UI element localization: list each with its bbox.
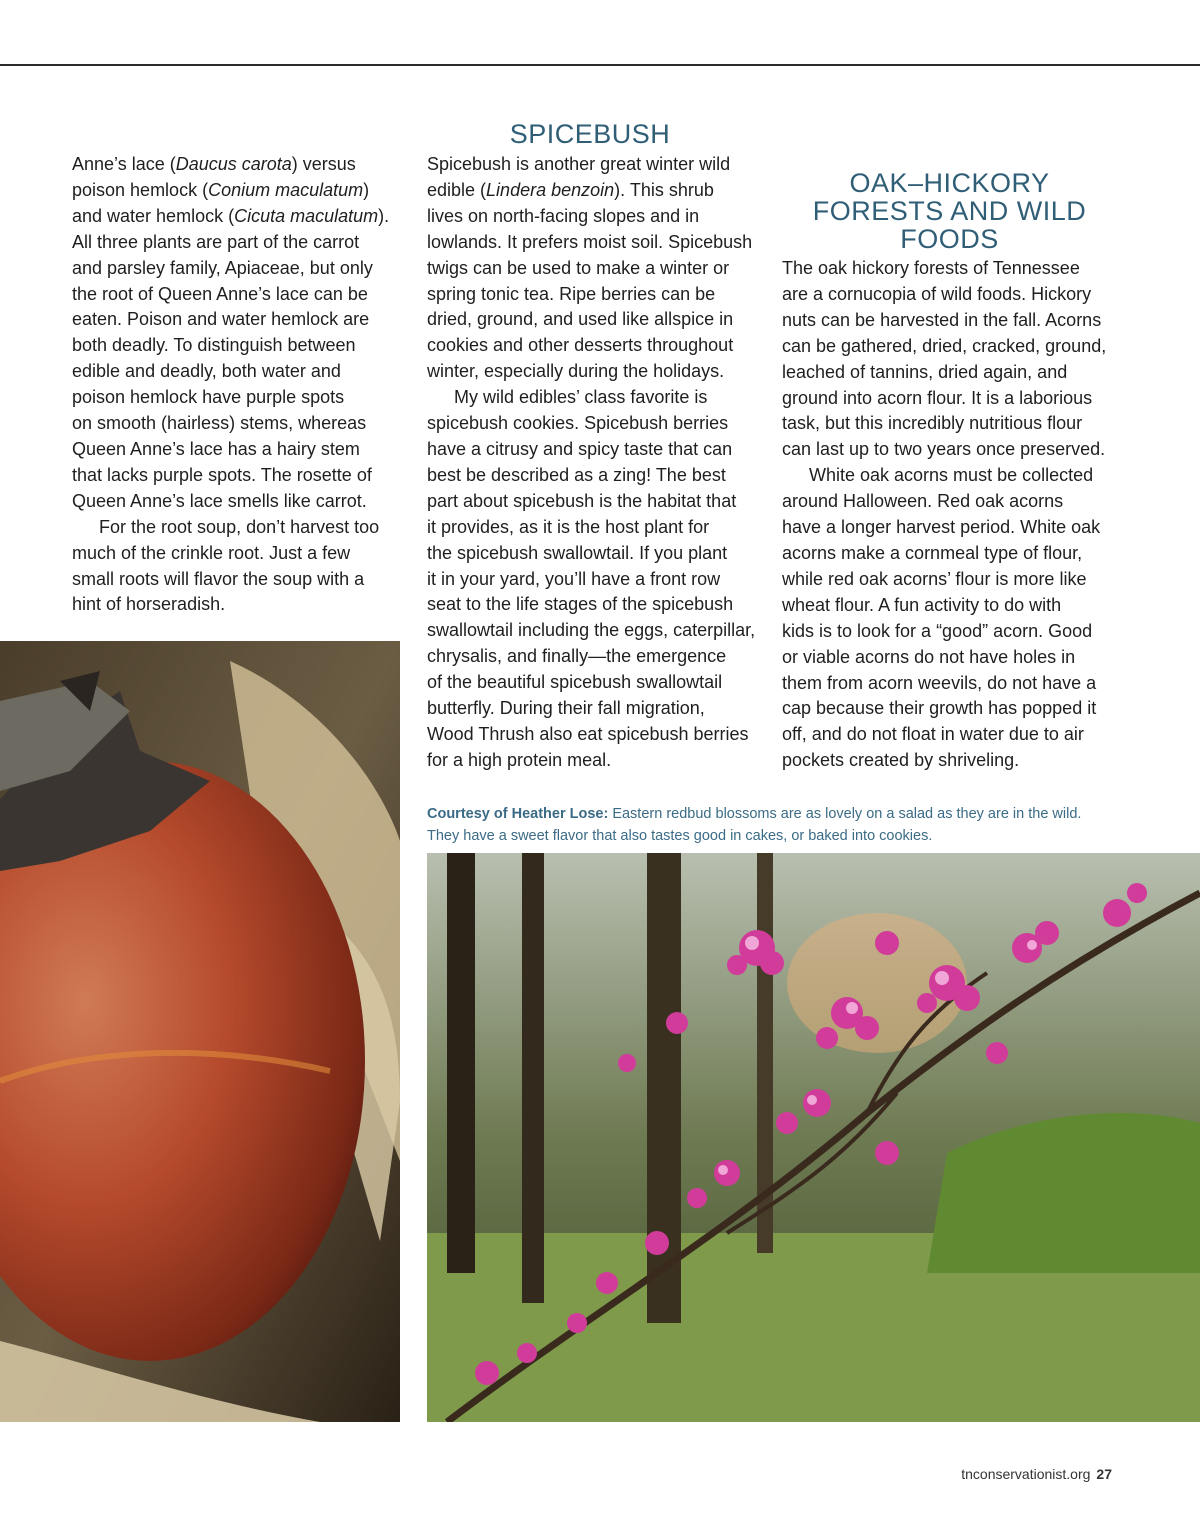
photo-caption bbox=[427, 803, 1127, 847]
text-run: on smooth (hairless) stems, whereas bbox=[72, 413, 367, 434]
text-line bbox=[782, 748, 1117, 774]
text-run: have a citrusy and spicy taste that can bbox=[427, 438, 733, 459]
text-run: edible and deadly, both water and bbox=[72, 361, 341, 382]
text-line bbox=[782, 437, 1117, 463]
text-line bbox=[72, 567, 402, 593]
text-line bbox=[782, 541, 1117, 567]
text-run: part about spicebush is the habitat that bbox=[427, 490, 737, 511]
text-line bbox=[72, 307, 402, 333]
column-oak-hickory-text bbox=[782, 256, 1117, 774]
text-run: eaten. Poison and water hemlock are bbox=[72, 309, 370, 330]
caption-text-2: They have a sweet flavor that also tastes good in cakes, or baked into cookies. bbox=[427, 828, 933, 844]
text-line bbox=[427, 152, 762, 178]
text-run: much of the crinkle root. Just a few bbox=[72, 542, 351, 563]
heading-oak-line-2: FORESTS AND WILD bbox=[812, 196, 1087, 226]
text-line bbox=[72, 437, 402, 463]
text-line bbox=[782, 489, 1117, 515]
text-line bbox=[427, 178, 762, 204]
text-line bbox=[72, 489, 402, 515]
text-run: ground into acorn flour. It is a laborious bbox=[782, 387, 1093, 408]
text-run: pockets created by shriveling. bbox=[782, 750, 1020, 771]
text-line bbox=[427, 411, 762, 437]
text-run: ) bbox=[363, 179, 370, 200]
text-line bbox=[72, 256, 402, 282]
text-line bbox=[72, 359, 402, 385]
text-line bbox=[72, 592, 402, 618]
text-line bbox=[782, 334, 1117, 360]
column-spicebush-text bbox=[427, 152, 762, 774]
text-line bbox=[72, 204, 402, 230]
text-line bbox=[427, 567, 762, 593]
column-left-text bbox=[72, 152, 402, 618]
caption-text-1: Eastern redbud blossoms are as lovely on a salad as they are in the wild. bbox=[608, 806, 1082, 822]
text-run: poison hemlock ( bbox=[72, 179, 209, 200]
text-run: ) versus bbox=[291, 154, 356, 174]
text-line bbox=[427, 644, 762, 670]
text-run: small roots will flavor the soup with a bbox=[72, 568, 365, 589]
text-run: and water hemlock ( bbox=[72, 205, 235, 226]
text-run: cap because their growth has popped it bbox=[782, 698, 1097, 719]
text-line bbox=[782, 619, 1117, 645]
text-line bbox=[427, 204, 762, 230]
text-line bbox=[782, 386, 1117, 412]
persimmon-photo bbox=[0, 641, 400, 1422]
text-run: the spicebush swallowtail. If you plant bbox=[427, 542, 728, 563]
text-run: dried, ground, and used like allspice in bbox=[427, 309, 734, 330]
redbud-photo bbox=[427, 853, 1200, 1422]
text-run: edible ( bbox=[427, 179, 487, 200]
text-line bbox=[427, 463, 762, 489]
text-line bbox=[782, 567, 1117, 593]
text-run: wheat flour. A fun activity to do with bbox=[782, 594, 1062, 615]
text-run: best be described as a zing! The best bbox=[427, 464, 726, 485]
text-line bbox=[72, 385, 402, 411]
text-run: lowlands. It prefers moist soil. Spicebush bbox=[427, 231, 753, 252]
text-run: The oak hickory forests of Tennessee bbox=[782, 258, 1080, 278]
text-line bbox=[782, 282, 1117, 308]
text-run: spicebush cookies. Spicebush berries bbox=[427, 413, 729, 434]
text-line bbox=[782, 411, 1117, 437]
text-line bbox=[72, 411, 402, 437]
heading-oak-line-3: FOODS bbox=[900, 224, 999, 254]
text-line bbox=[782, 645, 1117, 671]
text-run: of the beautiful spicebush swallowtail bbox=[427, 672, 723, 693]
text-run: hint of horseradish. bbox=[72, 594, 226, 615]
italic-text: Cicuta maculatum bbox=[234, 205, 379, 226]
text-line bbox=[72, 152, 402, 178]
text-run: cookies and other desserts throughout bbox=[427, 335, 734, 356]
text-line bbox=[72, 282, 402, 308]
italic-text: Lindera benzoin bbox=[486, 179, 615, 200]
text-run: seat to the life stages of the spicebush bbox=[427, 594, 734, 615]
text-run: are a cornucopia of wild foods. Hickory bbox=[782, 283, 1092, 304]
text-run: have a longer harvest period. White oak bbox=[782, 517, 1101, 538]
text-run: task, but this incredibly nutritious flour bbox=[782, 413, 1083, 434]
text-line bbox=[782, 463, 1117, 489]
text-line bbox=[427, 230, 762, 256]
text-line bbox=[427, 696, 762, 722]
text-run: or viable acorns do not have holes in bbox=[782, 646, 1076, 667]
text-line bbox=[427, 333, 762, 359]
text-run: and parsley family, Apiaceae, but only bbox=[72, 257, 373, 278]
text-run: them from acorn weevils, do not have a bbox=[782, 672, 1097, 693]
text-line bbox=[782, 696, 1117, 722]
caption-credit: Courtesy of Heather Lose: bbox=[427, 806, 609, 822]
text-line bbox=[782, 593, 1117, 619]
text-run: off, and do not float in water due to air bbox=[782, 724, 1084, 745]
page-footer bbox=[961, 1466, 1112, 1482]
text-run: spring tonic tea. Ripe berries can be bbox=[427, 283, 716, 304]
text-line bbox=[427, 489, 762, 515]
text-line bbox=[72, 515, 402, 541]
text-line bbox=[782, 671, 1117, 697]
text-line bbox=[427, 256, 762, 282]
text-run: leached of tannins, dried again, and bbox=[782, 361, 1068, 382]
footer-site: tnconservationist.org bbox=[961, 1466, 1091, 1482]
text-line bbox=[427, 359, 762, 385]
text-run: can last up to two years once preserved. bbox=[782, 439, 1106, 460]
text-run: twigs can be used to make a winter or bbox=[427, 257, 730, 278]
text-run: Wood Thrush also eat spicebush berries bbox=[427, 723, 749, 744]
heading-spicebush: SPICEBUSH bbox=[509, 119, 671, 149]
text-line bbox=[782, 256, 1117, 282]
text-run: that lacks purple spots. The rosette of bbox=[72, 464, 372, 485]
text-run: lives on north-facing slopes and in bbox=[427, 205, 700, 226]
text-line bbox=[427, 437, 762, 463]
text-line bbox=[427, 385, 762, 411]
text-line bbox=[72, 178, 402, 204]
text-line bbox=[782, 308, 1117, 334]
text-line bbox=[427, 618, 762, 644]
italic-text: Conium maculatum bbox=[208, 179, 364, 200]
text-run: My wild edibles’ class favorite is bbox=[454, 387, 708, 408]
text-line bbox=[72, 230, 402, 256]
text-run: White oak acorns must be collected bbox=[809, 465, 1094, 486]
text-line bbox=[427, 748, 762, 774]
text-line bbox=[427, 515, 762, 541]
text-line bbox=[427, 282, 762, 308]
text-line bbox=[427, 307, 762, 333]
text-line bbox=[427, 670, 762, 696]
text-run: poison hemlock have purple spots bbox=[72, 387, 345, 408]
text-line bbox=[72, 463, 402, 489]
text-line bbox=[427, 722, 762, 748]
text-line bbox=[72, 333, 402, 359]
heading-oak-line-1: OAK–HICKORY bbox=[849, 168, 1050, 198]
text-run: Anne’s lace ( bbox=[72, 154, 176, 174]
text-run: it in your yard, you’ll have a front row bbox=[427, 568, 721, 589]
text-run: All three plants are part of the carrot bbox=[72, 231, 360, 252]
page-number: 27 bbox=[1096, 1466, 1112, 1482]
text-run: Spicebush is another great winter wild bbox=[427, 154, 731, 174]
text-run: ). This shrub bbox=[614, 179, 714, 200]
text-run: Queen Anne’s lace smells like carrot. bbox=[72, 490, 367, 511]
text-run: nuts can be harvested in the fall. Acorns bbox=[782, 309, 1102, 330]
text-run: kids is to look for a “good” acorn. Good bbox=[782, 620, 1093, 641]
text-line bbox=[72, 541, 402, 567]
text-run: Queen Anne’s lace has a hairy stem bbox=[72, 438, 360, 459]
text-run: can be gathered, dried, cracked, ground, bbox=[782, 335, 1107, 356]
text-line bbox=[427, 541, 762, 567]
text-line bbox=[427, 592, 762, 618]
text-run: it provides, as it is the host plant for bbox=[427, 516, 710, 537]
text-run: winter, especially during the holidays. bbox=[427, 361, 725, 382]
text-run: swallowtail including the eggs, caterpillar, bbox=[427, 620, 756, 641]
text-run: acorns make a cornmeal type of flour, bbox=[782, 542, 1083, 563]
text-run: the root of Queen Anne’s lace can be bbox=[72, 283, 368, 304]
caption-line-1 bbox=[427, 803, 1127, 825]
italic-text: Daucus carota bbox=[175, 154, 292, 174]
text-run: butterfly. During their fall migration, bbox=[427, 698, 705, 719]
text-line bbox=[782, 722, 1117, 748]
top-rule bbox=[0, 64, 1200, 66]
text-run: chrysalis, and finally—the emergence bbox=[427, 646, 727, 667]
text-run: while red oak acorns’ flour is more like bbox=[782, 568, 1087, 589]
text-line bbox=[782, 360, 1117, 386]
text-run: both deadly. To distinguish between bbox=[72, 335, 356, 356]
text-run: for a high protein meal. bbox=[427, 749, 612, 770]
text-line bbox=[782, 515, 1117, 541]
text-run: For the root soup, don’t harvest too bbox=[99, 516, 380, 537]
heading-oak-hickory bbox=[782, 169, 1117, 253]
text-run: around Halloween. Red oak acorns bbox=[782, 491, 1064, 512]
text-run: ). bbox=[378, 205, 390, 226]
